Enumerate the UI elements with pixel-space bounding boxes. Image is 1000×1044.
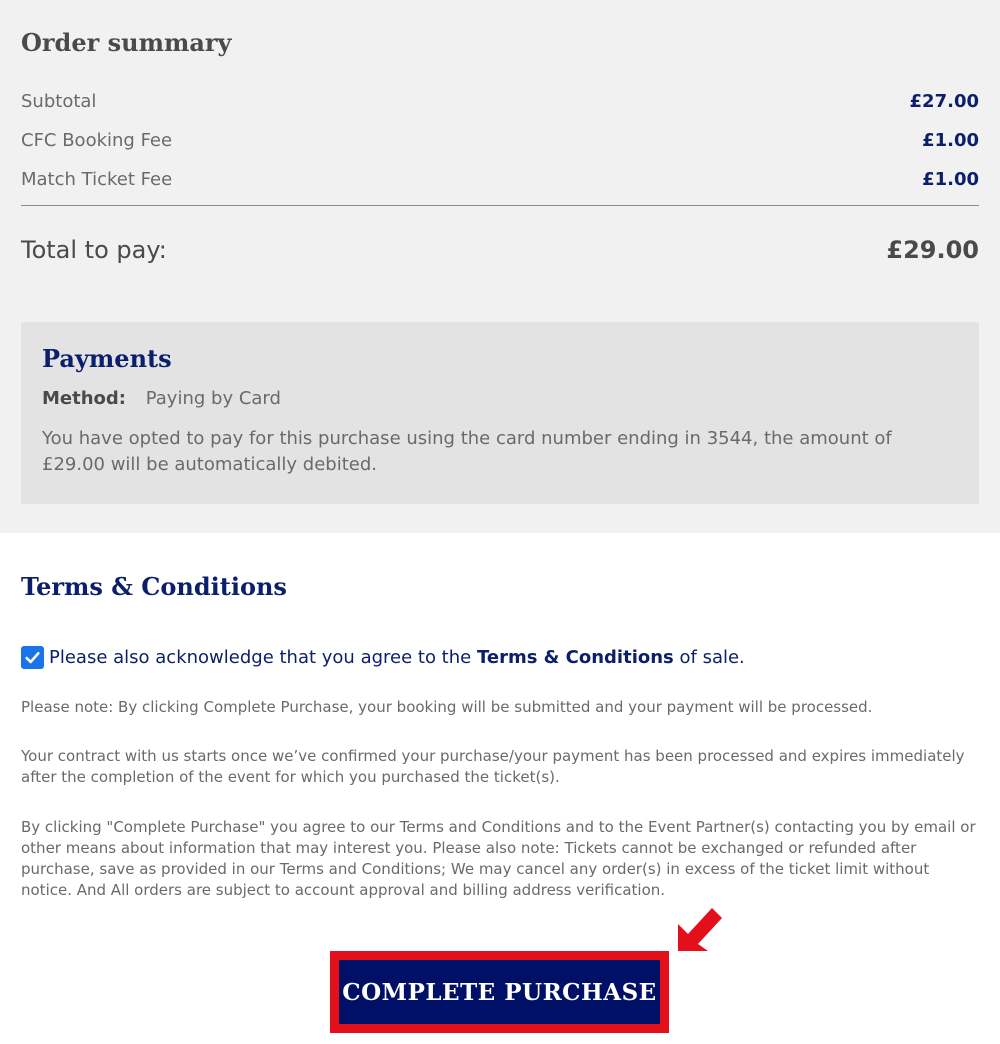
summary-line-value: £1.00 bbox=[922, 129, 979, 151]
summary-line-value: £1.00 bbox=[922, 168, 979, 190]
summary-line-ticket-fee bbox=[21, 166, 979, 192]
complete-purchase-button[interactable]: COMPLETE PURCHASE bbox=[339, 960, 660, 1024]
terms-acknowledge-text bbox=[49, 647, 745, 668]
payment-description: You have opted to pay for this purchase using the card number ending in 3544, the amount of £29.00 will be automatically debited. bbox=[42, 428, 892, 475]
summary-line-label: Subtotal bbox=[21, 90, 97, 112]
checkmark-icon bbox=[24, 649, 41, 666]
arrow-pointer-icon bbox=[672, 896, 730, 954]
summary-line-booking-fee bbox=[21, 127, 979, 153]
payment-method-value: Paying by Card bbox=[145, 388, 281, 409]
summary-line-subtotal bbox=[21, 88, 979, 114]
terms-acknowledge-row bbox=[21, 643, 745, 671]
payments-panel bbox=[21, 322, 979, 504]
summary-line-label: CFC Booking Fee bbox=[21, 129, 173, 151]
terms-note-processing: Please note: By clicking Complete Purchase, your booking will be submitted and your payment will be processed. bbox=[21, 698, 873, 716]
summary-line-label: Match Ticket Fee bbox=[21, 168, 173, 190]
terms-note-agreement: By clicking "Complete Purchase" you agree to our Terms and Conditions and to the Event Partner(s) contacting you by email or other means about information that may interest you. Please also note: Tickets cannot be exchanged or refunded after purchase, save as provided in our Terms and Conditions; We may cancel any order(s) in excess of the ticket limit without notice. And All orders are subject to account approval and billing address verification. bbox=[21, 818, 976, 899]
total-value: £29.00 bbox=[886, 236, 979, 264]
total-row bbox=[21, 233, 979, 267]
summary-line-value: £27.00 bbox=[909, 90, 979, 112]
terms-title: Terms & Conditions bbox=[21, 572, 287, 601]
terms-checkbox[interactable] bbox=[21, 646, 44, 669]
order-summary-title: Order summary bbox=[21, 28, 232, 57]
terms-link[interactable]: Terms & Conditions bbox=[476, 646, 674, 668]
payments-title: Payments bbox=[42, 344, 172, 373]
total-label: Total to pay: bbox=[21, 236, 167, 264]
summary-divider bbox=[21, 205, 979, 206]
payment-method-row bbox=[42, 388, 281, 409]
complete-purchase-highlight bbox=[330, 951, 669, 1033]
ack-suffix: of sale. bbox=[679, 646, 745, 668]
payment-method-label: Method: bbox=[42, 388, 126, 409]
terms-note-contract: Your contract with us starts once we’ve confirmed your purchase/your payment has been processed and expires immediately after the completion of the event for which you purchased the ticket(s). bbox=[21, 747, 965, 786]
ack-prefix: Please also acknowledge that you agree to the bbox=[49, 646, 472, 668]
